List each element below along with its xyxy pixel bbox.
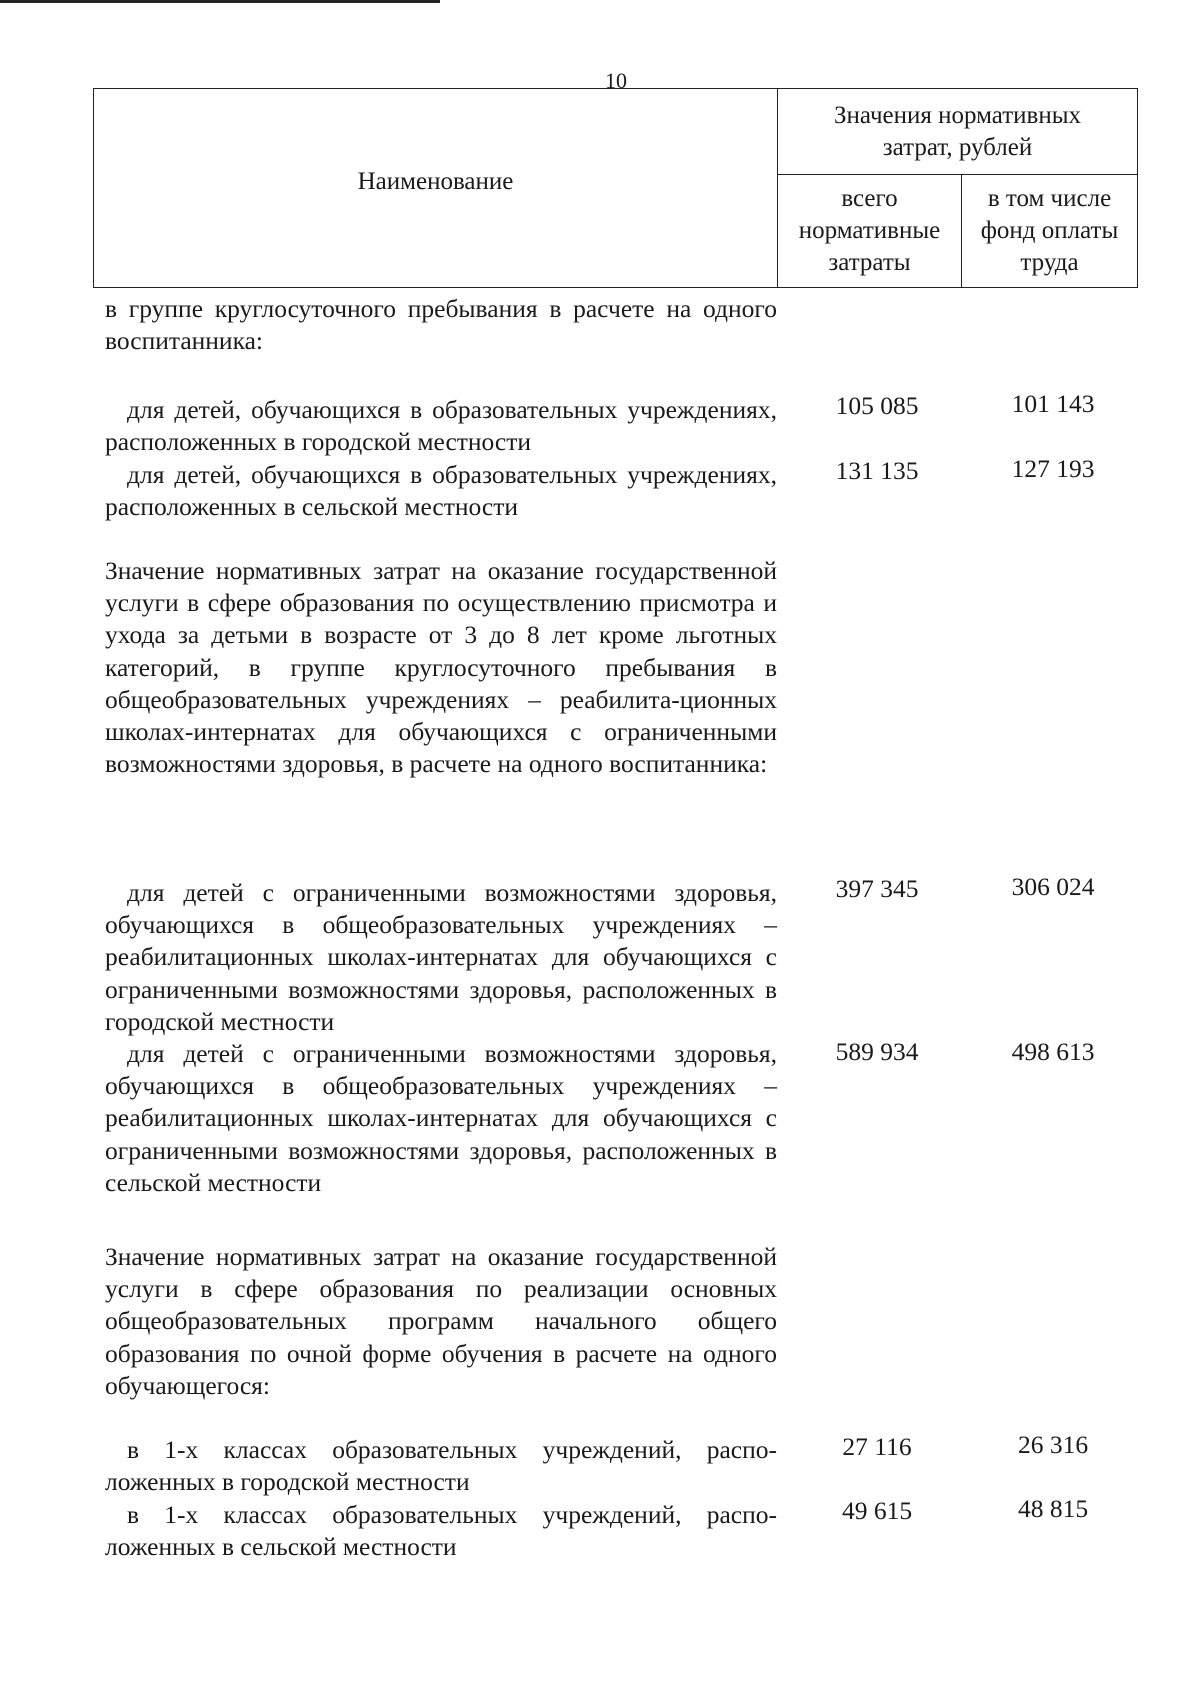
- row-total-value: 27 116: [842, 1432, 912, 1461]
- row-text: Значение нормативных затрат на оказание государственной услуги в сфере образования по реализации основных общеобразовательных программ начального общего образования по очной форме обучения в расчете на одного обучающегося:: [105, 1242, 777, 1400]
- row-total-value: 397 345: [835, 874, 919, 903]
- row-text: для детей, обучающихся в образовательных учреждениях, расположенных в сельской местности: [105, 460, 777, 522]
- row-wage-value: 48 815: [1017, 1494, 1089, 1523]
- row-text: для детей, обучающихся в образовательных учреждениях, расположенных в городской местности: [105, 395, 777, 457]
- row-total-value: 49 615: [841, 1496, 913, 1525]
- row-wage-value: 101 143: [1011, 389, 1095, 418]
- row-wage-value: 306 024: [1011, 872, 1095, 901]
- header-name-column: Наименование: [94, 89, 778, 287]
- row-text: Значение нормативных затрат на оказание государственной услуги в сфере образования по осуществлению присмотра и ухода за детьми в возрасте от 3 до 8 лет кроме льготных категорий, в группе круглосуточного пребывания в общеобразовательных учреждениях – реабилита-ционных школах-интернатах для обучающихся с ограниченными возможностями здоровья, в расчете на одного воспитанника:: [105, 556, 777, 779]
- row-total-value: 131 135: [835, 456, 919, 485]
- header-values-group: Значения нормативных затрат, рублей: [778, 89, 1137, 175]
- row-total-value: 589 934: [835, 1037, 919, 1066]
- row-wage-value: 26 316: [1017, 1430, 1089, 1459]
- row-text: для детей с ограниченными возможностями здоровья, обучающихся в общеобразовательных учреждениях – реабилитационных школах-интернатах для обучающихся с ограниченными возможностями здоровья, расположенных в сельской местности: [105, 1039, 777, 1197]
- top-rule: [0, 0, 440, 3]
- table-header: [93, 88, 1138, 288]
- row-wage-value: 498 613: [1011, 1037, 1095, 1066]
- row-text: для детей с ограниченными возможностями здоровья, обучающихся в общеобразовательных учреждениях – реабилитационных школах-интернатах для обучающихся с ограниченными возможностями здоровья, расположенных в городской местности: [105, 878, 777, 1036]
- row-text: в 1-х классах образовательных учреждений, распо-ложенных в городской местности: [105, 1435, 777, 1497]
- row-text: в группе круглосуточного пребывания в расчете на одного воспитанника:: [105, 294, 777, 356]
- row-total-value: 105 085: [835, 391, 919, 420]
- header-total-column: всего нормативные затраты: [778, 175, 962, 287]
- row-text: в 1-х классах образовательных учреждений, распо-ложенных в сельской местности: [105, 1500, 777, 1562]
- page-number: 10: [605, 68, 627, 93]
- row-wage-value: 127 193: [1011, 454, 1095, 483]
- header-wage-fund-column: в том числе фонд оплаты труда: [980, 185, 1119, 276]
